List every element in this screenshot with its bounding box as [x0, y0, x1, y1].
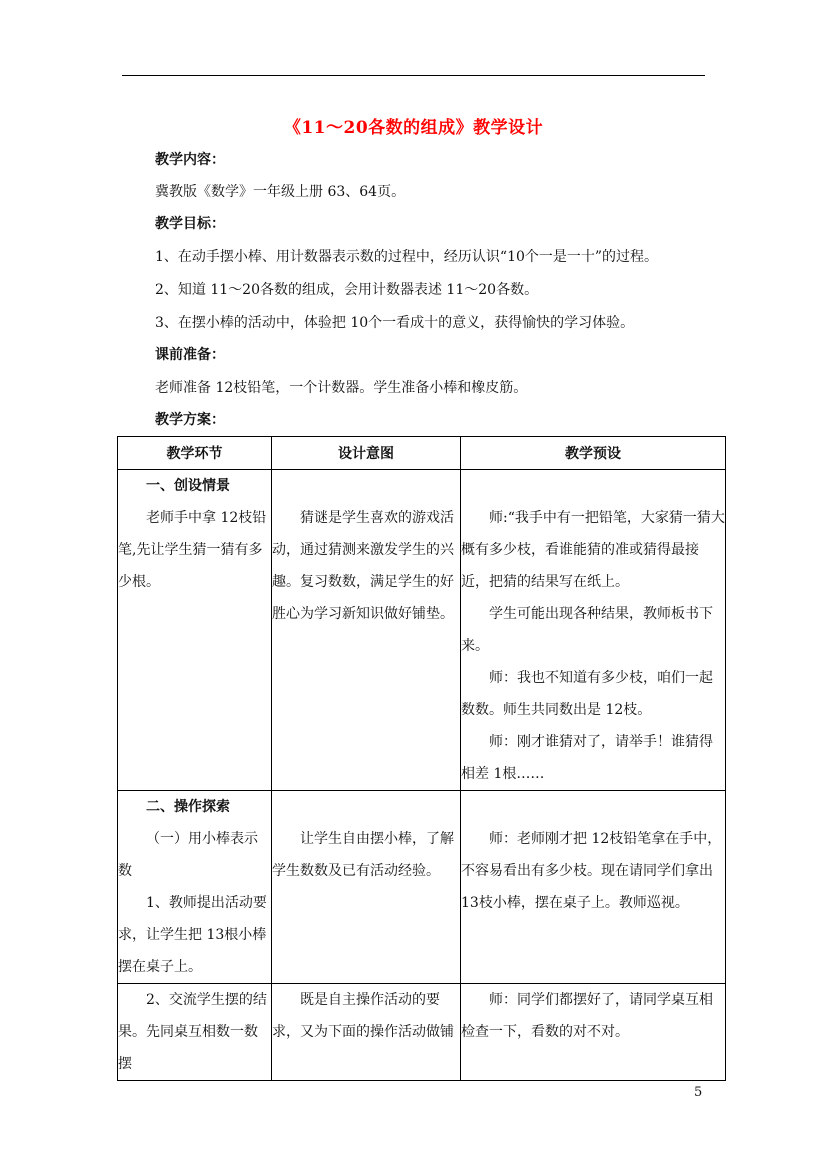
intent-text: 猜谜是学生喜欢的游戏活动，通过猜测来激发学生的兴趣。复习数数，满足学生的好胜心为学习新知识做好铺垫。 [272, 510, 454, 622]
prep-text: 老师准备 12枝铅笔，一个计数器。学生准备小棒和橡皮筋。 [155, 380, 528, 396]
plan-heading: 教学方案： [155, 412, 225, 428]
goal-item-3: 3、在摆小棒的活动中，体验把 10个一看成十的意义，获得愉快的学习体验。 [155, 315, 635, 331]
header-preset: 教学预设 [461, 437, 726, 470]
content-text: 冀教版《数学》一年级上册 63、64页。 [155, 184, 406, 200]
preset-text: 学生可能出现各种结果，教师板书下来。 [461, 606, 713, 654]
stage-cell [118, 470, 272, 791]
stage-text: 2、交流学生摆的结果。先同桌互相数一数摆 [118, 992, 267, 1072]
preset-text: 师：老师刚才把 12枝铅笔拿在手中，不容易看出有多少枝。现在请同学们拿出 13枝小棒，摆在桌子上。教师巡视。 [461, 831, 722, 911]
table-row [118, 791, 726, 984]
intent-text: 让学生自由摆小棒，了解学生数数及已有活动经验。 [272, 831, 454, 879]
stage-cell [118, 984, 272, 1081]
intent-text: 既是自主操作活动的要求，又为下面的操作活动做铺 [272, 992, 454, 1040]
preset-text: 师:“我手中有一把铅笔，大家猜一猜大概有多少枝，看谁能猜的准或猜得最接近，把猜的结果写在纸上。 [461, 510, 725, 590]
header-intent: 设计意图 [272, 437, 461, 470]
goal-item-1: 1、在动手摆小棒、用计数器表示数的过程中，经历认识“10个一是一十”的过程。 [155, 249, 659, 265]
content-heading: 教学内容： [155, 152, 225, 168]
document-title: 《11～20各数的组成》教学设计 [283, 118, 544, 138]
table-row [118, 984, 726, 1081]
prep-heading: 课前准备： [155, 347, 225, 363]
preset-cell [461, 984, 726, 1081]
header-rule [122, 75, 705, 76]
stage-cell [118, 791, 272, 984]
lesson-plan-table [117, 436, 726, 1081]
table-header-row [118, 437, 726, 470]
goals-heading: 教学目标： [155, 216, 225, 232]
page-number: 5 [694, 1085, 703, 1100]
intent-cell [272, 984, 461, 1081]
intent-cell [272, 470, 461, 791]
stage-text: 1、教师提出活动要求，让学生把 13根小棒摆在桌子上。 [118, 895, 267, 975]
preset-cell [461, 470, 726, 791]
header-stage: 教学环节 [118, 437, 272, 470]
stage-title: 一、创设情景 [146, 478, 230, 494]
intent-cell [272, 791, 461, 984]
preset-text: 师：我也不知道有多少枝，咱们一起数数。师生共同数出是 12枝。 [461, 670, 713, 718]
preset-text: 师：同学们都摆好了，请同学桌互相检查一下，看数的对不对。 [461, 992, 713, 1040]
stage-text: （一）用小棒表示数 [118, 831, 258, 879]
preset-text: 师：刚才谁猜对了，请举手！谁猜得相差 1根…… [461, 734, 713, 782]
stage-title: 二、操作探索 [146, 799, 230, 815]
goal-item-2: 2、知道 11～20各数的组成，会用计数器表述 11～20各数。 [155, 282, 539, 298]
stage-text: 老师手中拿 12枝铅笔,先让学生猜一猜有多少根。 [118, 510, 267, 590]
preset-cell [461, 791, 726, 984]
table-row [118, 470, 726, 791]
